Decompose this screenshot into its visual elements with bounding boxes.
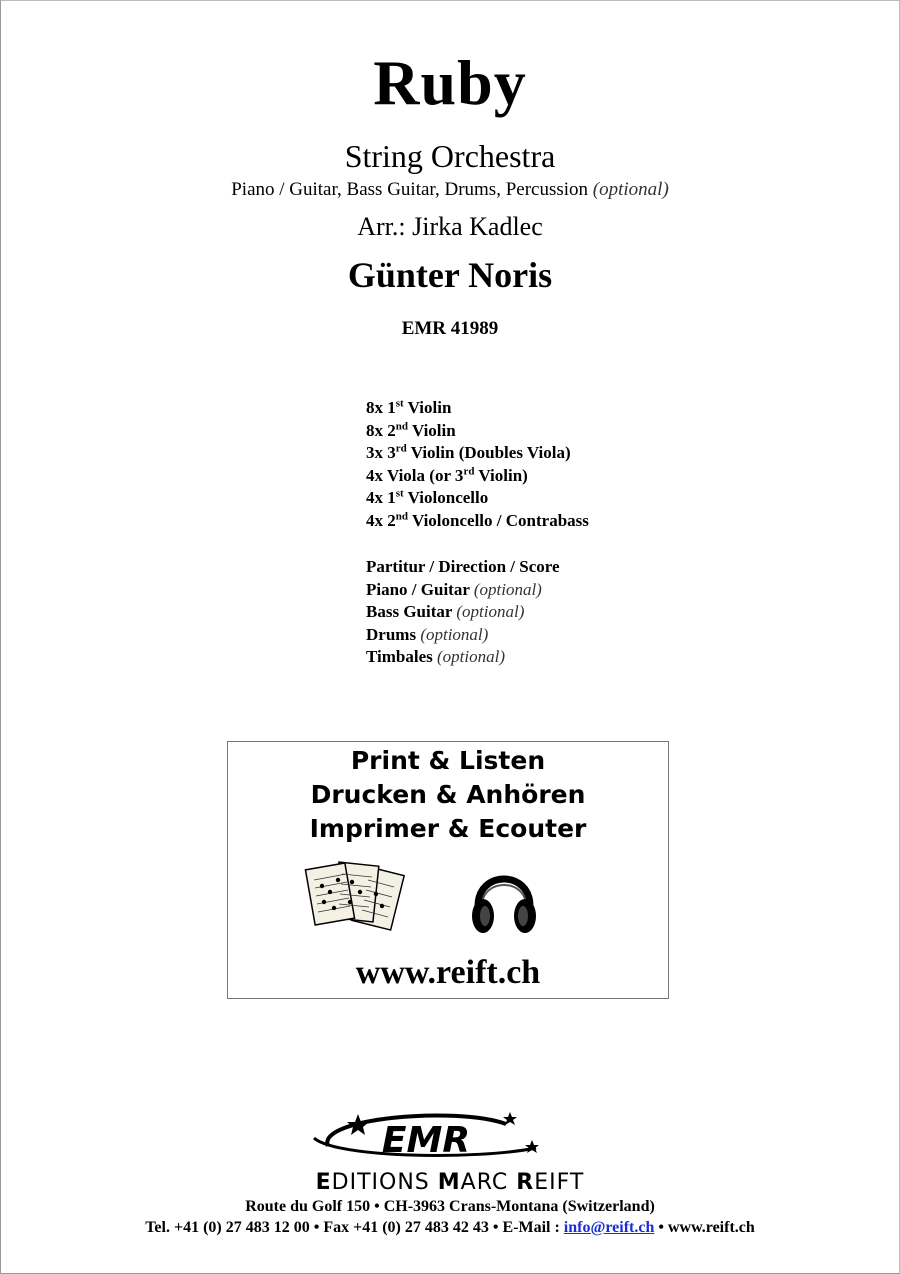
publisher-contact: Tel. +41 (0) 27 483 12 00 • Fax +41 (0) 27 483 42 43 • E-Mail : info@reift.ch • www.reift.ch: [145, 1219, 755, 1236]
drucken-anhoren-heading: Drucken & Anhören: [310, 780, 586, 809]
headphones-icon: [468, 860, 540, 940]
part-item: Piano / Guitar (optional): [366, 579, 542, 599]
sheet-music-icon: [300, 858, 412, 938]
emr-logo: [306, 1108, 546, 1168]
publisher-name: EDITIONS MARC REIFT: [315, 1170, 585, 1195]
print-listen-box: [227, 741, 669, 999]
instrumentation-text: Piano / Guitar, Bass Guitar, Drums, Percussion: [231, 179, 589, 200]
part-item: Bass Guitar (optional): [366, 602, 525, 621]
email-link[interactable]: info@reift.ch: [563, 1219, 655, 1236]
part-item: 4x 2nd Violoncello / Contrabass: [366, 509, 589, 530]
part-item: Drums (optional): [366, 624, 489, 644]
part-item: 4x 1st Violoncello: [366, 487, 489, 507]
part-item: Partitur / Direction / Score: [366, 557, 560, 576]
composer: Günter Noris: [347, 255, 553, 295]
website-url[interactable]: www.reift.ch: [355, 954, 541, 991]
part-item: Timbales (optional): [366, 647, 506, 666]
arranger: Arr.: Jirka Kadlec: [357, 212, 543, 241]
emr-logo-text: EMR: [381, 1120, 471, 1161]
instrumentation-line: [0, 179, 900, 201]
part-item: 8x 1st Violin: [366, 397, 452, 417]
print-listen-heading: Print & Listen: [350, 746, 546, 775]
string-parts-list: [366, 397, 589, 532]
publisher-address: Route du Golf 150 • CH-3963 Crans-Montana (Switzerland): [245, 1198, 655, 1215]
score-title: Ruby: [373, 47, 527, 118]
imprimer-ecouter-heading: Imprimer & Ecouter: [309, 814, 587, 843]
part-item: 4x Viola (or 3rd Violin): [366, 464, 528, 485]
part-item: 8x 2nd Violin: [366, 419, 456, 440]
catalog-number: EMR 41989: [401, 318, 499, 339]
extra-parts-list: [366, 556, 560, 669]
ensemble-subtitle: String Orchestra: [344, 138, 556, 174]
part-item: 3x 3rd Violin (Doubles Viola): [366, 442, 571, 462]
instrumentation-optional: (optional): [592, 179, 669, 200]
